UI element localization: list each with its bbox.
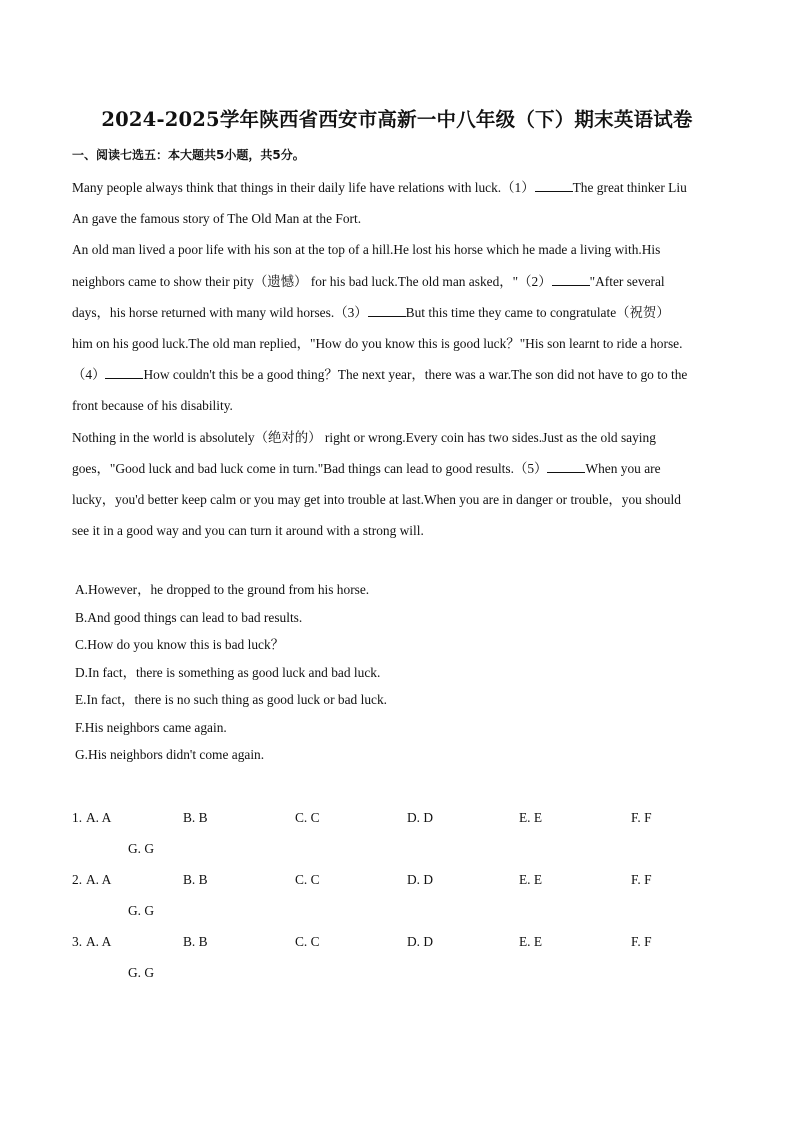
answer-blank [535, 179, 573, 192]
answer-choice[interactable]: G. G [128, 903, 155, 918]
passage-text: front because of his disability. [72, 398, 233, 414]
passage-line [72, 266, 722, 297]
passage-text: How couldn't this be a good thing？The next year，there was a war.The son did not have to go to the [143, 367, 688, 383]
option-item: D.In fact，there is something as good luck and bad luck. [75, 664, 381, 680]
passage-text: An old man lived a poor life with his son at the top of a hill.He lost his horse which he made a living with.His [72, 242, 661, 258]
reading-passage [72, 172, 722, 546]
answer-choice[interactable]: E. E [519, 872, 543, 887]
passage-text: Many people always think that things in their daily life have relations with luck.（1） [72, 180, 535, 195]
exam-title: 2024-2025学年陕西省西安市高新一中八年级（下）期末英语试卷 [101, 108, 693, 131]
passage-line [72, 297, 722, 328]
answer-choice[interactable]: B. B [183, 934, 208, 949]
passage-line [72, 359, 722, 390]
answer-blank [547, 460, 585, 473]
passage-text: （4） [72, 367, 106, 383]
answer-choice[interactable]: C. C [295, 810, 320, 825]
answer-choice[interactable]: A. A [86, 934, 112, 949]
passage-line [72, 234, 722, 265]
answer-choice[interactable]: B. B [183, 872, 208, 887]
passage-text: see it in a good way and you can turn it around with a strong will. [72, 523, 424, 539]
answer-choice[interactable]: D. D [407, 872, 434, 887]
passage-line [72, 453, 722, 484]
option-item: A.However，he dropped to the ground from his horse. [75, 582, 370, 597]
answer-choice[interactable]: G. G [128, 965, 155, 980]
passage-text: Nothing in the world is absolutely（绝对的） right or wrong.Every coin has two sides.Just as the old saying [72, 429, 656, 445]
passage-line [72, 484, 722, 515]
option-item: E.In fact，there is no such thing as good luck or bad luck. [75, 692, 387, 707]
option-item: F.His neighbors came again. [75, 719, 227, 735]
answer-choice[interactable]: D. D [407, 934, 434, 949]
passage-text: The great thinker Liu [572, 180, 687, 195]
passage-text: him on his good luck.The old man replied，"How do you know this is good luck？"His son learnt to ride a horse. [72, 335, 683, 351]
answer-choice[interactable]: B. B [183, 810, 208, 825]
answer-blank [552, 273, 590, 286]
option-item: B.And good things can lead to bad results. [75, 609, 303, 625]
section-heading: 一、阅读七选五：本大题共5小题，共5分。 [72, 148, 305, 162]
passage-text: But this time they came to congratulate（祝贺） [405, 304, 670, 320]
passage-text: goes，"Good luck and bad luck come in turn."Bad things can lead to good results.（5） [72, 460, 548, 476]
answer-choice[interactable]: A. A [86, 872, 112, 887]
answer-choice[interactable]: A. A [86, 810, 112, 825]
passage-line [72, 172, 722, 203]
passage-text: days，his horse returned with many wild horses.（3） [72, 304, 368, 320]
passage-text: An gave the famous story of The Old Man at the Fort. [72, 211, 362, 227]
passage-line [72, 203, 722, 234]
answer-choice[interactable]: C. C [295, 872, 320, 887]
answer-blank [105, 366, 143, 379]
option-item: C.How do you know this is bad luck？ [75, 637, 285, 652]
answer-choice[interactable]: E. E [519, 810, 543, 825]
answer-choice[interactable]: C. C [295, 934, 320, 949]
answer-blank [368, 304, 406, 317]
passage-text: When you are [585, 460, 661, 476]
question-number: 3. [72, 934, 83, 949]
passage-text: neighbors came to show their pity（遗憾） for his bad luck.The old man asked，"（2） [72, 273, 552, 289]
question-number: 1. [72, 810, 83, 825]
answer-choice[interactable]: F. F [631, 872, 652, 887]
passage-text: "After several [589, 273, 665, 289]
answer-choice[interactable]: F. F [631, 810, 652, 825]
passage-line [72, 515, 722, 546]
answer-choice[interactable]: E. E [519, 934, 543, 949]
passage-line [72, 422, 722, 453]
option-item: G.His neighbors didn't come again. [75, 747, 265, 762]
answer-options [75, 576, 387, 769]
answer-choice[interactable]: D. D [407, 810, 434, 825]
passage-line [72, 328, 722, 359]
answer-choice[interactable]: G. G [128, 841, 155, 856]
question-number: 2. [72, 872, 83, 887]
passage-line [72, 390, 722, 421]
passage-text: lucky，you'd better keep calm or you may get into trouble at last.When you are in danger or trouble，you should [72, 491, 681, 507]
answer-choice[interactable]: F. F [631, 934, 652, 949]
